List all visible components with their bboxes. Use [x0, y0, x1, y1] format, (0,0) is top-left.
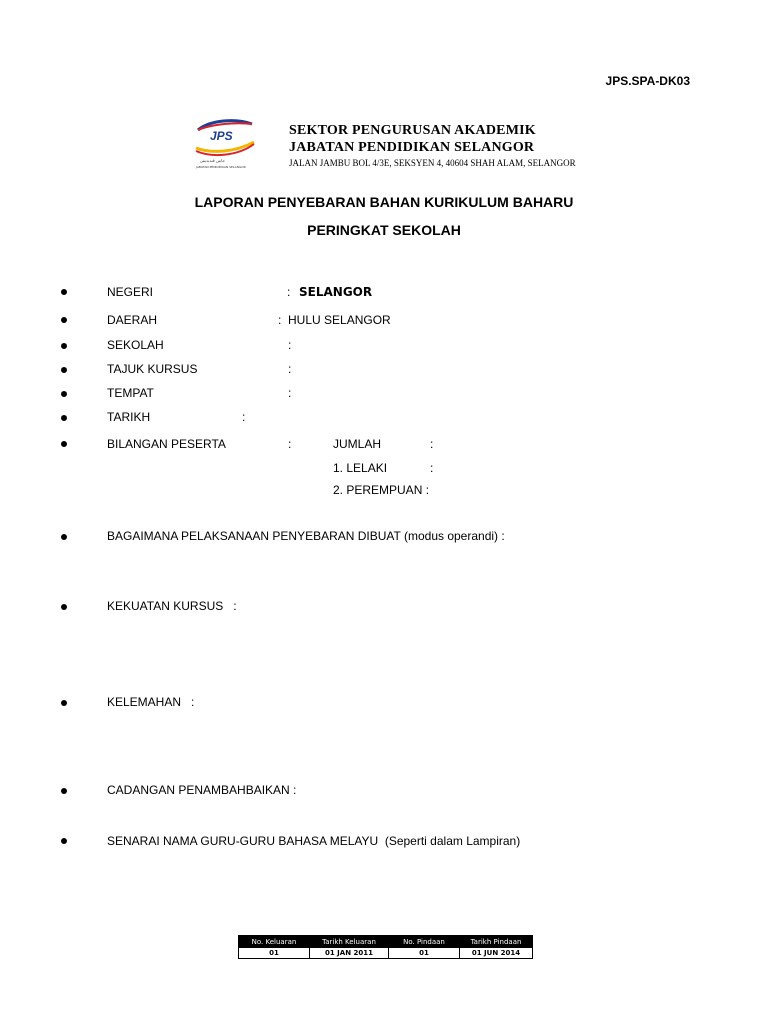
header-no-keluaran: No. Keluaran: [239, 936, 310, 948]
org-department: JABATAN PENDIDIKAN SELANGOR: [289, 140, 535, 155]
bullet-icon: [61, 838, 67, 844]
bullet-icon: [61, 415, 67, 421]
svg-text:JPS: JPS: [210, 129, 233, 143]
bullet-icon: [61, 391, 67, 397]
cell-no-keluaran: 01: [239, 948, 310, 959]
field-label: NEGERI: [107, 285, 154, 299]
lelaki-colon: :: [430, 461, 434, 475]
svg-text:ﺟﺎﺑﺘﻦ ﭬﻨﺪﻳﺪﻳﻘﻦ: ﺟﺎﺑﺘﻦ ﭬﻨﺪﻳﺪﻳﻘﻦ: [200, 158, 225, 163]
cell-tarikh-pindaan: 01 JUN 2014: [460, 948, 533, 959]
org-sector: SEKTOR PENGURUSAN AKADEMIK: [289, 123, 536, 138]
field-colon: :: [288, 338, 292, 352]
bullet-icon: [61, 367, 67, 373]
field-label: SEKOLAH: [107, 338, 164, 352]
form-subtitle: PERINGKAT SEKOLAH: [307, 222, 461, 238]
bullet-icon: [61, 788, 67, 794]
header-no-pindaan: No. Pindaan: [389, 936, 460, 948]
field-value: SELANGOR: [299, 285, 373, 299]
field-colon: :: [242, 410, 246, 424]
header-tarikh-keluaran: Tarikh Keluaran: [310, 936, 389, 948]
field-colon: :: [288, 386, 292, 400]
bullet-icon: [61, 700, 67, 706]
bullet-icon: [61, 441, 67, 447]
revision-table: [238, 935, 533, 959]
bullet-icon: [61, 317, 67, 323]
lelaki-label: 1. LELAKI: [333, 461, 388, 475]
jps-logo-icon: [192, 118, 260, 170]
field-colon: :: [287, 285, 291, 299]
bullet-icon: [61, 343, 67, 349]
field-value: HULU SELANGOR: [288, 313, 391, 327]
svg-text:JABATAN PENDIDIKAN SELANGOR: JABATAN PENDIDIKAN SELANGOR: [196, 165, 246, 169]
organisation-header: [289, 122, 576, 169]
revision-table-header: [239, 936, 533, 948]
document-code: JPS.SPA-DK03: [605, 74, 690, 88]
field-colon: :: [278, 313, 282, 327]
jps-logo: [192, 118, 260, 170]
field-label: TAJUK KURSUS: [107, 362, 198, 376]
field-label: TARIKH: [107, 410, 151, 424]
section-label: BAGAIMANA PELAKSANAAN PENYEBARAN DIBUAT (modus operandi) :: [107, 529, 505, 543]
table-row: [239, 948, 533, 959]
jumlah-colon: :: [430, 437, 434, 451]
bullet-icon: [61, 534, 67, 540]
org-address: JALAN JAMBU BOL 4/3E, SEKSYEN 4, 40604 SHAH ALAM, SELANGOR: [289, 158, 576, 168]
perempuan-label: 2. PEREMPUAN :: [333, 483, 430, 497]
cell-tarikh-keluaran: 01 JAN 2011: [310, 948, 389, 959]
field-label: BILANGAN PESERTA: [107, 437, 226, 451]
header-tarikh-pindaan: Tarikh Pindaan: [460, 936, 533, 948]
field-colon: :: [288, 362, 292, 376]
jumlah-label: JUMLAH: [333, 437, 382, 451]
section-label: CADANGAN PENAMBAHBAIKAN :: [107, 783, 297, 797]
field-label: DAERAH: [107, 313, 158, 327]
cell-no-pindaan: 01: [389, 948, 460, 959]
bullet-icon: [61, 604, 67, 610]
field-colon: :: [288, 437, 292, 451]
section-label: KEKUATAN KURSUS :: [107, 599, 237, 613]
field-label: TEMPAT: [107, 386, 154, 400]
bullet-icon: [61, 289, 67, 295]
form-title: LAPORAN PENYEBARAN BAHAN KURIKULUM BAHARU: [194, 194, 574, 210]
section-label: SENARAI NAMA GURU-GURU BAHASA MELAYU (Seperti dalam Lampiran): [107, 834, 521, 848]
section-label: KELEMAHAN :: [107, 695, 195, 709]
